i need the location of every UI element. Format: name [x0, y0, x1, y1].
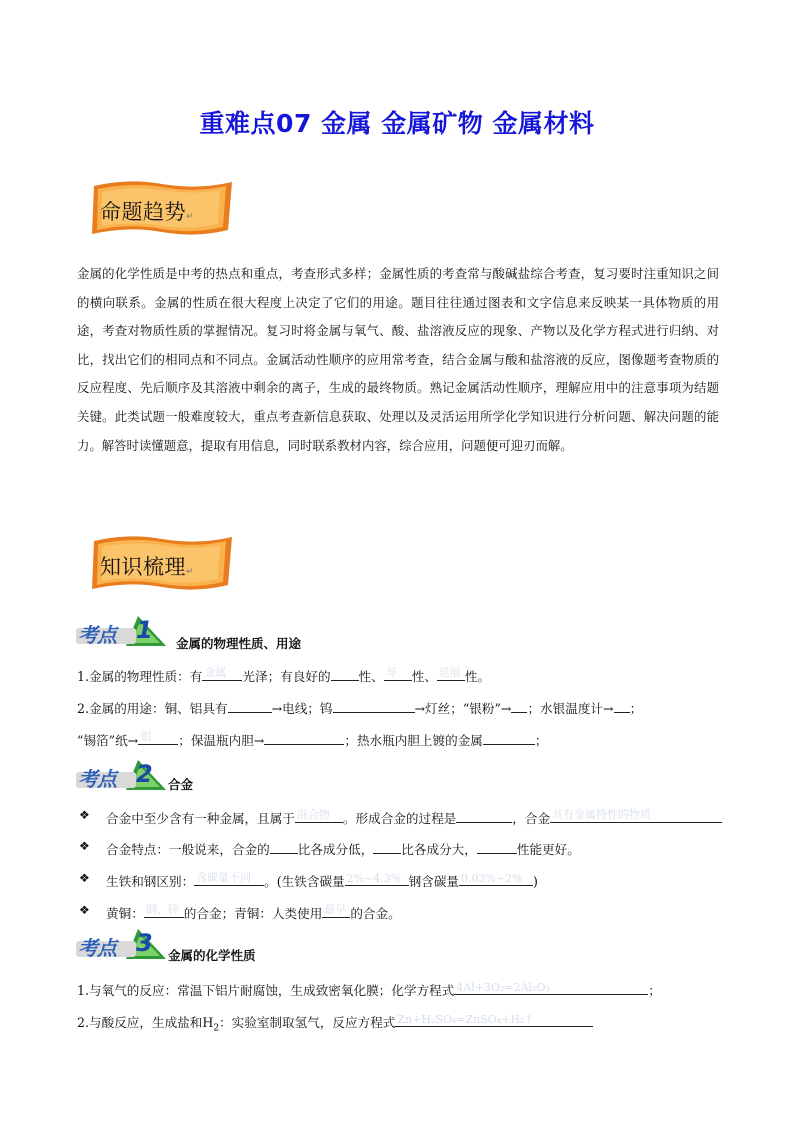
badge-label: 考点 [78, 623, 116, 647]
kp3-line2: 2.与酸反应，生成盐和$H_2$：实验室制取氢气，反应方程式 Zn+H₂SO₄=ZnSO₄+H₂↑ [77, 1012, 593, 1034]
banner-label: 知识梳理 [100, 555, 186, 579]
fill-blank[interactable]: 4Al+3O₂=2Al₂O₃ [454, 982, 648, 995]
kaodian-badge-1 [76, 614, 168, 648]
fill-blank[interactable]: 铝 [138, 732, 178, 745]
fill-blank[interactable]: 最早 [322, 905, 350, 918]
fill-blank[interactable] [614, 700, 630, 713]
fill-blank[interactable] [373, 841, 401, 854]
diamond-bullet-icon: ❖ [79, 808, 90, 822]
badge-label: 考点 [78, 767, 116, 791]
fill-blank[interactable] [511, 700, 527, 713]
kp2-bullet4: 黄铜： 铜、锌 的合金；青铜：人类使用 最早 的合金。 [106, 903, 401, 921]
fill-blank[interactable] [264, 732, 344, 745]
banner-label: 命题趋势 [100, 200, 186, 224]
fill-blank[interactable]: 2%~4.3% [345, 873, 409, 886]
kp3-title: 金属的化学性质 [168, 948, 256, 963]
kaodian-badge-2 [76, 758, 168, 792]
fill-blank[interactable] [483, 732, 535, 745]
badge-number: 3 [136, 929, 153, 957]
kp2-bullet1: 合金中至少含有一种金属，且属于 混合物 。形成合金的过程是 ，合金 具有金属特性的物质 [106, 808, 722, 827]
fill-blank[interactable] [331, 668, 359, 681]
badge-number: 1 [136, 616, 153, 644]
fill-blank[interactable] [228, 700, 272, 713]
fill-blank[interactable] [456, 810, 512, 823]
kp2-title: 合金 [168, 777, 194, 792]
section-banner-knowledge: 知识梳理↵ [88, 533, 236, 593]
section-banner-trend: 命题趋势↵ [88, 178, 236, 238]
fill-blank[interactable]: 导 [384, 668, 412, 681]
fill-blank[interactable]: 混合物 [295, 810, 343, 823]
fill-blank[interactable]: 铜、锌 [144, 905, 184, 918]
diamond-bullet-icon: ❖ [79, 839, 90, 853]
fill-blank[interactable] [270, 841, 298, 854]
fill-blank[interactable]: Zn+H₂SO₄=ZnSO₄+H₂↑ [395, 1014, 593, 1027]
fill-blank[interactable] [333, 700, 415, 713]
fill-blank[interactable]: 0.03%~2% [459, 873, 533, 886]
fill-blank[interactable]: 延展 [437, 668, 465, 681]
diamond-bullet-icon: ❖ [79, 871, 90, 885]
fill-blank[interactable]: 具有金属特性的物质 [550, 810, 722, 823]
page-title: 重难点07 金属 金属矿物 金属材料 [199, 109, 595, 138]
fill-blank[interactable] [477, 841, 517, 854]
kp3-line1: 1.与氧气的反应：常温下铝片耐腐蚀，生成致密氧化膜；化学方程式 4Al+3O₂=2Al₂O₃ ； [77, 981, 661, 998]
intro-paragraph: 金属的化学性质是中考的热点和重点，考查形式多样；金属性质的考查常与酸碱盐综合考查，复习要时注重知识之间的横向联系。金属的性质在很大程度上决定了它们的用途。题目往往通过图表和文字信息来反映某一具体物质的用途，考查对物质性质的掌握情况。复习时将金属与氧气、酸、盐溶液反应的现象、产物以及化学方程式进行归纳、对比，找出它们的相同点和不同点。金属活动性顺序的应用常考查，结合金属与酸和盐溶液的反应，图像题考查物质的反应程度、先后顺序及其溶液中剩余的离子，生成的最终物质。熟记金属活动性顺序，理解应用中的注意事项为结题关键。此类试题一般难度较大，重点考查新信息获取、处理以及灵活运用所学化学知识进行分析问题、解决问题的能力。解答时读懂题意，提取有用信息，同时联系教材内容，综合应用，问题便可迎刃而解。 [77, 266, 719, 453]
fill-blank[interactable]: 含碳量不同 [194, 873, 264, 886]
kp2-bullet3: 生铁和钢区别： 含碳量不同 。(生铁含碳量 2%~4.3% 钢含碳量 0.03%~2% ) [106, 871, 538, 889]
kp2-bullet2: 合金特点：一般说来，合金的 比各成分低， 比各成分大， 性能更好。 [106, 842, 580, 857]
diamond-bullet-icon: ❖ [79, 903, 90, 917]
kaodian-badge-3 [76, 927, 168, 961]
badge-number: 2 [136, 760, 153, 788]
kp1-line1: 1.金属的物理性质：有 金属 光泽；有良好的 性、 导 性、 延展 性。 [77, 666, 491, 684]
kp1-title: 金属的物理性质、用途 [176, 636, 302, 651]
fill-blank[interactable]: 金属 [202, 668, 242, 681]
kp1-line3: “锡箔”纸→ 铝 ；保温瓶内胆→ ；热水瓶内胆上镀的金属 ； [77, 730, 548, 748]
kp1-line2: 2.金属的用途：铜、铝具有 →电线；钨 →灯丝；“银粉”→ ；水银温度计→ ； [77, 701, 643, 716]
badge-label: 考点 [78, 936, 116, 960]
